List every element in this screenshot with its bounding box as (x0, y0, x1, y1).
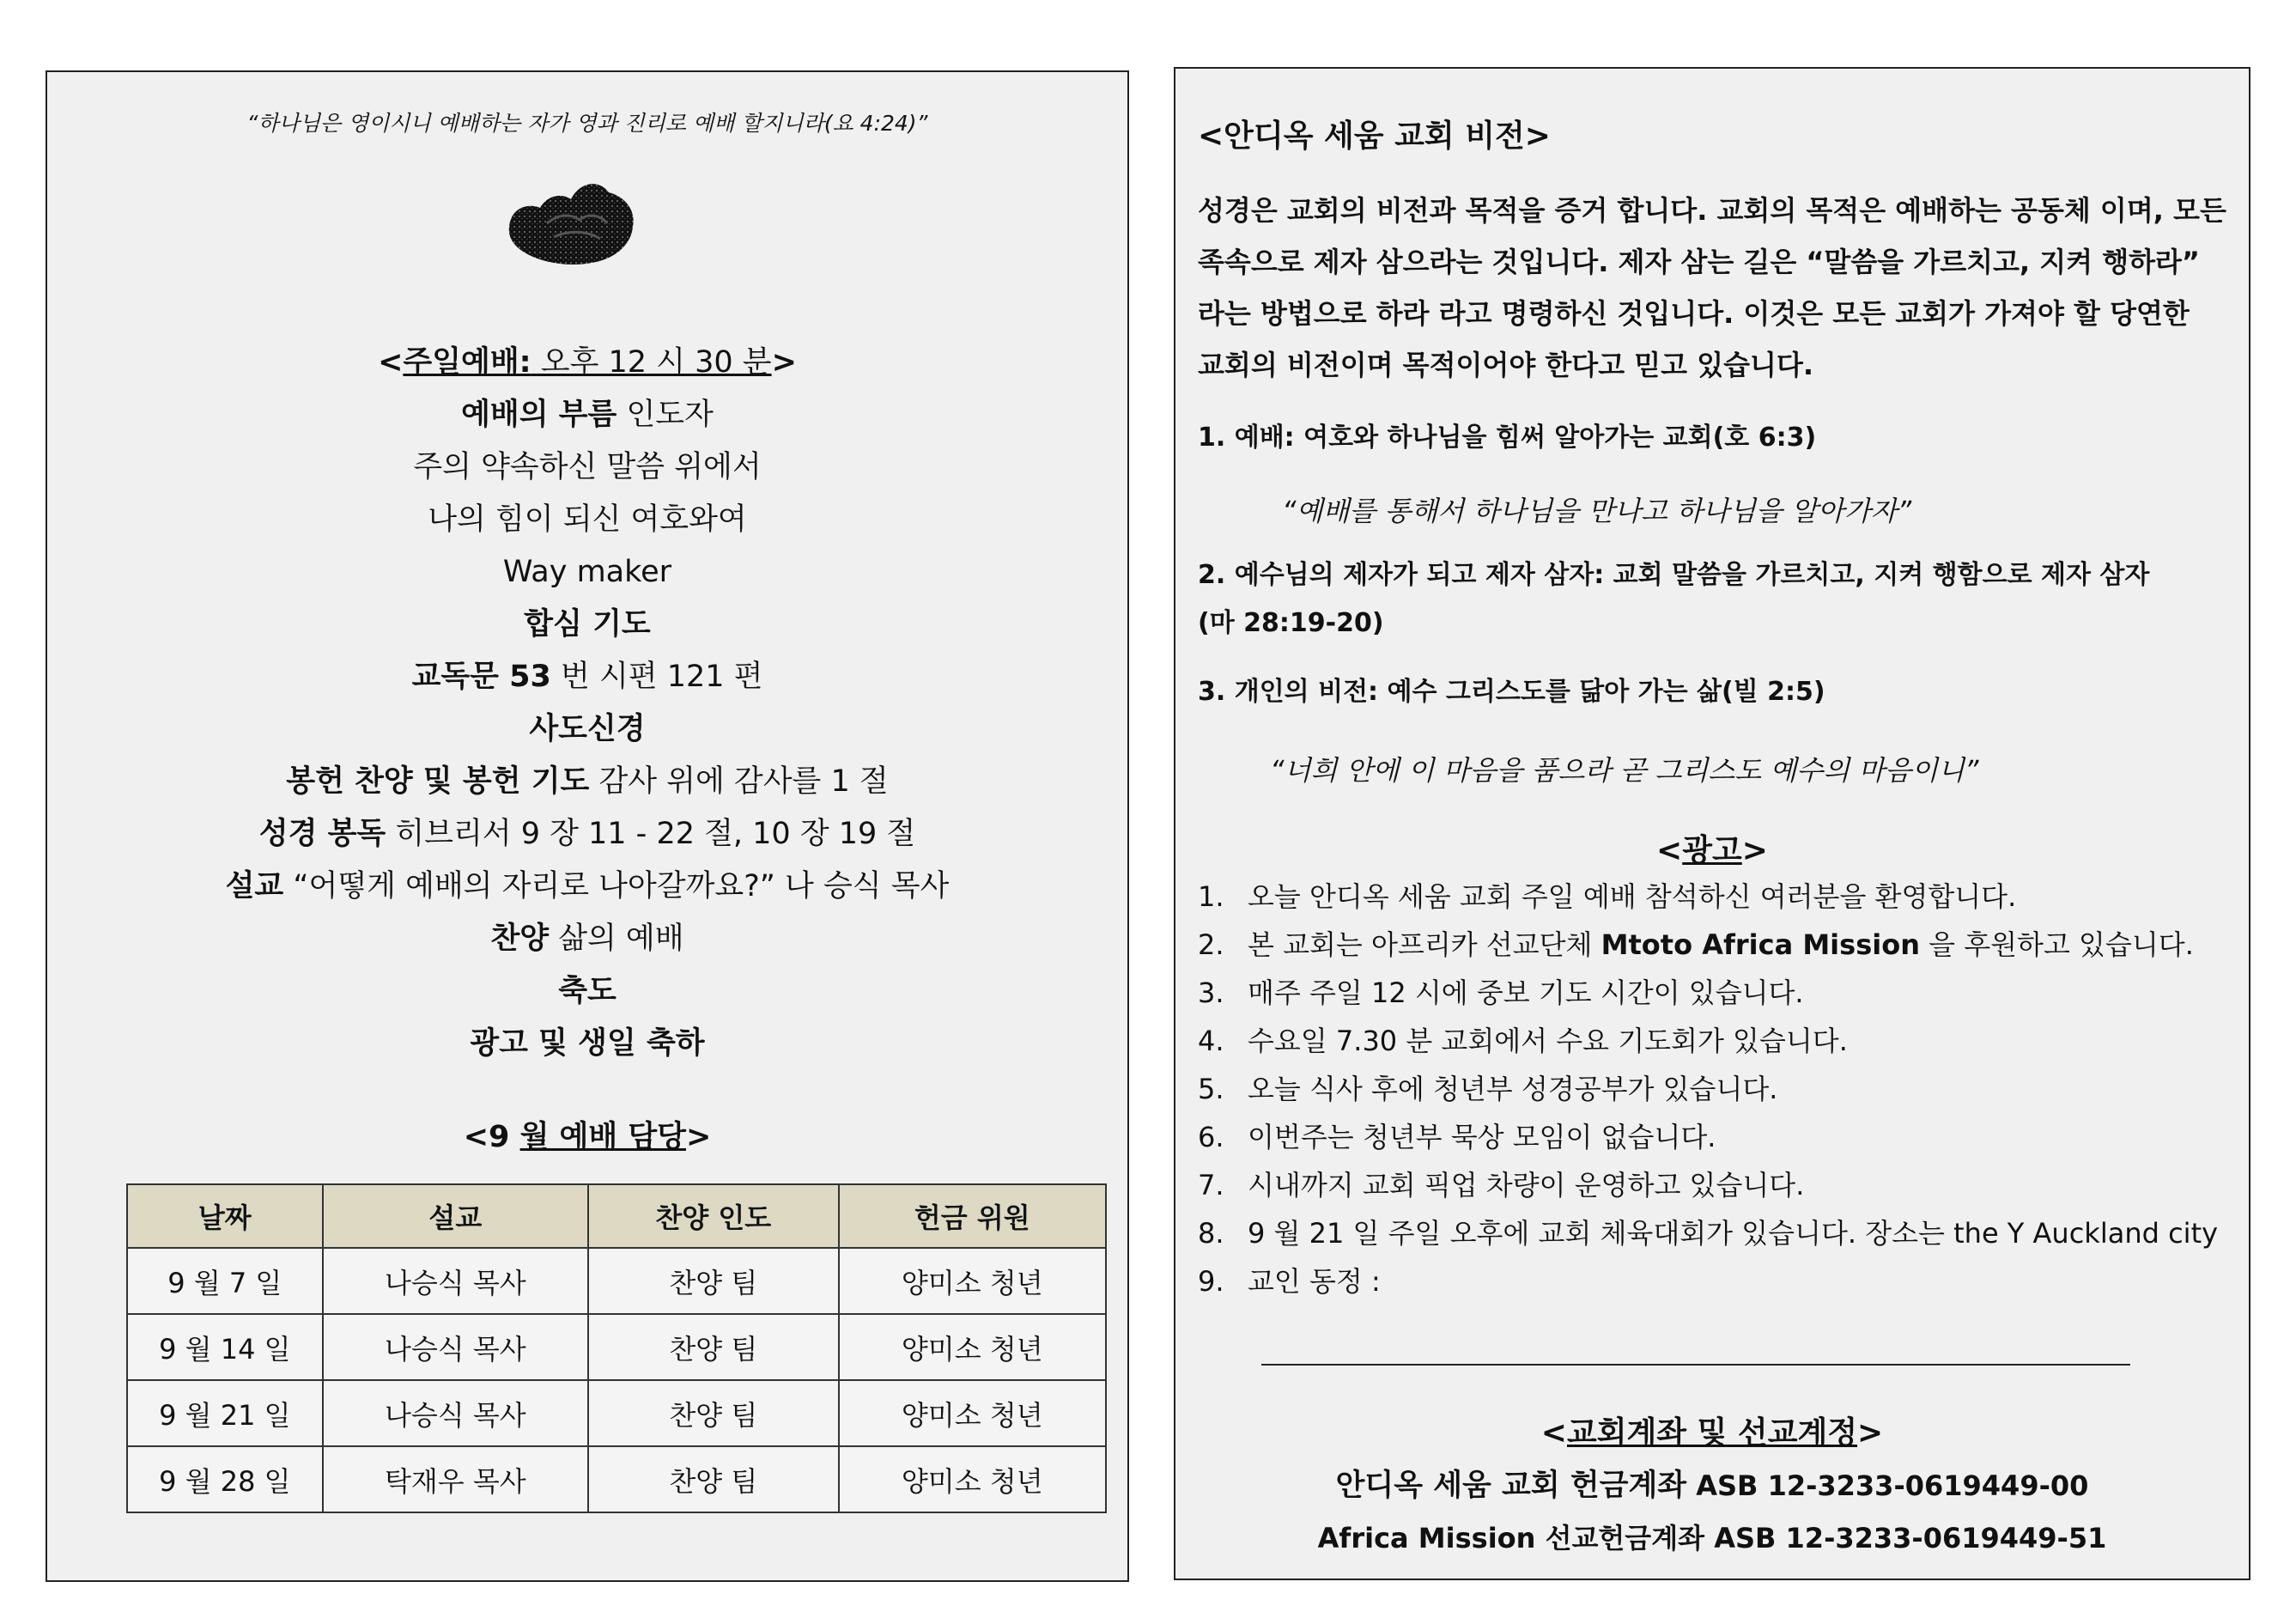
table-cell: 양미소 청년 (839, 1446, 1106, 1512)
duty-title: <9 월 예배 담당> (463, 1120, 712, 1154)
list-item: 5. 오늘 식사 후에 청년부 성경공부가 있습니다. (1198, 1073, 1778, 1105)
table-cell: 양미소 청년 (839, 1380, 1106, 1446)
vision-intro-line: 족속으로 제자 삼으라는 것입니다. 제자 삼는 길은 “말씀을 가르치고, 지켜 행하라” (1198, 246, 2200, 278)
service-time: <주일예배: 오후 12 시 30 분> (378, 345, 797, 380)
list-item: 7. 시내까지 교회 픽업 차량이 운영하고 있습니다. (1198, 1169, 1805, 1201)
column-header: 헌금 위원 (839, 1184, 1106, 1248)
service-label: 주일예배: (403, 345, 531, 380)
table-cell: 9 월 28 일 (127, 1446, 323, 1512)
table-cell: 양미소 청년 (839, 1314, 1106, 1380)
column-header: 설교 (323, 1184, 588, 1248)
vision-title: <안디옥 세움 교회 비전> (1198, 119, 1551, 154)
order-item: 축도 (558, 974, 617, 1008)
order-item: 성경 봉독 히브리서 9 장 11 - 22 절, 10 장 19 절 (258, 817, 916, 851)
table-cell: 나승식 목사 (323, 1380, 588, 1446)
notices-list (1198, 873, 2226, 1305)
table-cell: 나승식 목사 (323, 1248, 588, 1314)
table-header-row (127, 1184, 1106, 1248)
table-cell: 9 월 21 일 (127, 1380, 323, 1446)
vision-quote-1: “예배를 통해서 하나님을 만나고 하나님을 알아가자” (1282, 495, 1912, 527)
divider (1261, 1364, 2130, 1366)
mission-account: Africa Mission 선교헌금계좌 ASB 12-3233-0619449-51 (1317, 1522, 2107, 1554)
order-item: 합심 기도 (524, 607, 651, 642)
accounts-title: <교회계좌 및 선교계정> (1540, 1415, 1884, 1451)
table-row (127, 1314, 1106, 1380)
table-cell: 탁재우 목사 (323, 1446, 588, 1512)
table-row (127, 1446, 1106, 1512)
vision-intro (1198, 185, 2226, 391)
list-item: 1. 오늘 안디옥 세움 교회 주일 예배 참석하신 여러분을 환영합니다. (1198, 880, 2017, 913)
table-row (127, 1380, 1106, 1446)
vision-item-2: 2. 예수님의 제자가 되고 제자 삼자: 교회 말씀을 가르치고, 지켜 행함으로 제자 삼자 (마 28:19-20) (1198, 560, 2150, 638)
offering-account: 안디옥 세움 교회 헌금계좌 ASB 12-3233-0619449-00 (1335, 1469, 2089, 1503)
list-item: 4. 수요일 7.30 분 교회에서 수요 기도회가 있습니다. (1198, 1025, 1848, 1057)
table-cell: 9 월 14 일 (127, 1314, 323, 1380)
vision-quote-3: “너희 안에 이 마음을 품으라 곧 그리스도 예수의 마음이니” (1270, 754, 1979, 787)
table-cell: 찬양 팀 (588, 1314, 838, 1380)
order-item: 찬양 삶의 예배 (490, 922, 684, 956)
notices-title: <광고> (1656, 833, 1768, 868)
table-cell: 찬양 팀 (588, 1446, 838, 1512)
column-header: 날짜 (127, 1184, 323, 1248)
scripture-quote: “하나님은 영이시니 예배하는 자가 영과 진리로 예배 할지니라(요 4:24)” (246, 111, 928, 136)
order-item: Way maker (502, 555, 672, 589)
vision-notices-panel (1174, 67, 2250, 1580)
vision-intro-line: 교회의 비전이며 목적이어야 한다고 믿고 있습니다. (1198, 349, 1814, 381)
service-time-value: 오후 12 시 30 분 (531, 345, 772, 380)
table-cell: 찬양 팀 (588, 1380, 838, 1446)
vision-item-1: 1. 예배: 여호와 하나님을 힘써 알아가는 교회(호 6:3) (1198, 423, 1817, 453)
table-cell: 나승식 목사 (323, 1314, 588, 1380)
table-cell: 찬양 팀 (588, 1248, 838, 1314)
vision-intro-line: 라는 방법으로 하라 라고 명령하신 것입니다. 이것은 모든 교회가 가져야 할 당연한 (1198, 297, 2190, 330)
table-row (127, 1248, 1106, 1314)
order-item: 봉헌 찬양 및 봉헌 기도 감사 위에 감사를 1 절 (286, 764, 889, 799)
table-cell: 양미소 청년 (839, 1248, 1106, 1314)
church-emblem-icon (502, 173, 640, 268)
order-item: 설교 “어떻게 예배의 자리로 나아갈까요?” 나 승식 목사 (225, 869, 950, 903)
order-item: 주의 약속하신 말씀 위에서 (413, 450, 762, 484)
order-item: 예배의 부름 인도자 (461, 398, 714, 432)
worship-order-panel (46, 70, 1129, 1582)
list-item: 8. 9 월 21 일 주일 오후에 교회 체육대회가 있습니다. 장소는 the Y Auckland city (1198, 1217, 2219, 1250)
order-item: 사도신경 (529, 712, 646, 746)
worship-order (47, 337, 1127, 1070)
column-header: 찬양 인도 (588, 1184, 838, 1248)
order-item: 교독문 53 번 시편 121 편 (411, 660, 763, 694)
order-item: 나의 힘이 되신 여호와여 (428, 502, 747, 537)
vision-intro-line: 성경은 교회의 비전과 목적을 증거 합니다. 교회의 목적은 예배하는 공동체 이며, 모든 (1198, 194, 2226, 227)
list-item: 9. 교인 동정 : (1198, 1265, 1381, 1298)
list-item: 3. 매주 주일 12 시에 중보 기도 시간이 있습니다. (1198, 976, 1804, 1009)
duty-table (126, 1183, 1107, 1513)
order-item: 광고 및 생일 축하 (470, 1026, 705, 1061)
list-item: 6. 이번주는 청년부 묵상 모임이 없습니다. (1198, 1121, 1716, 1153)
table-cell: 9 월 7 일 (127, 1248, 323, 1314)
vision-item-3: 3. 개인의 비전: 예수 그리스도를 닮아 가는 삶(빌 2:5) (1198, 677, 1825, 707)
list-item: 2. 본 교회는 아프리카 선교단체 Mtoto Africa Mission 을 후원하고 있습니다. (1198, 928, 2194, 961)
